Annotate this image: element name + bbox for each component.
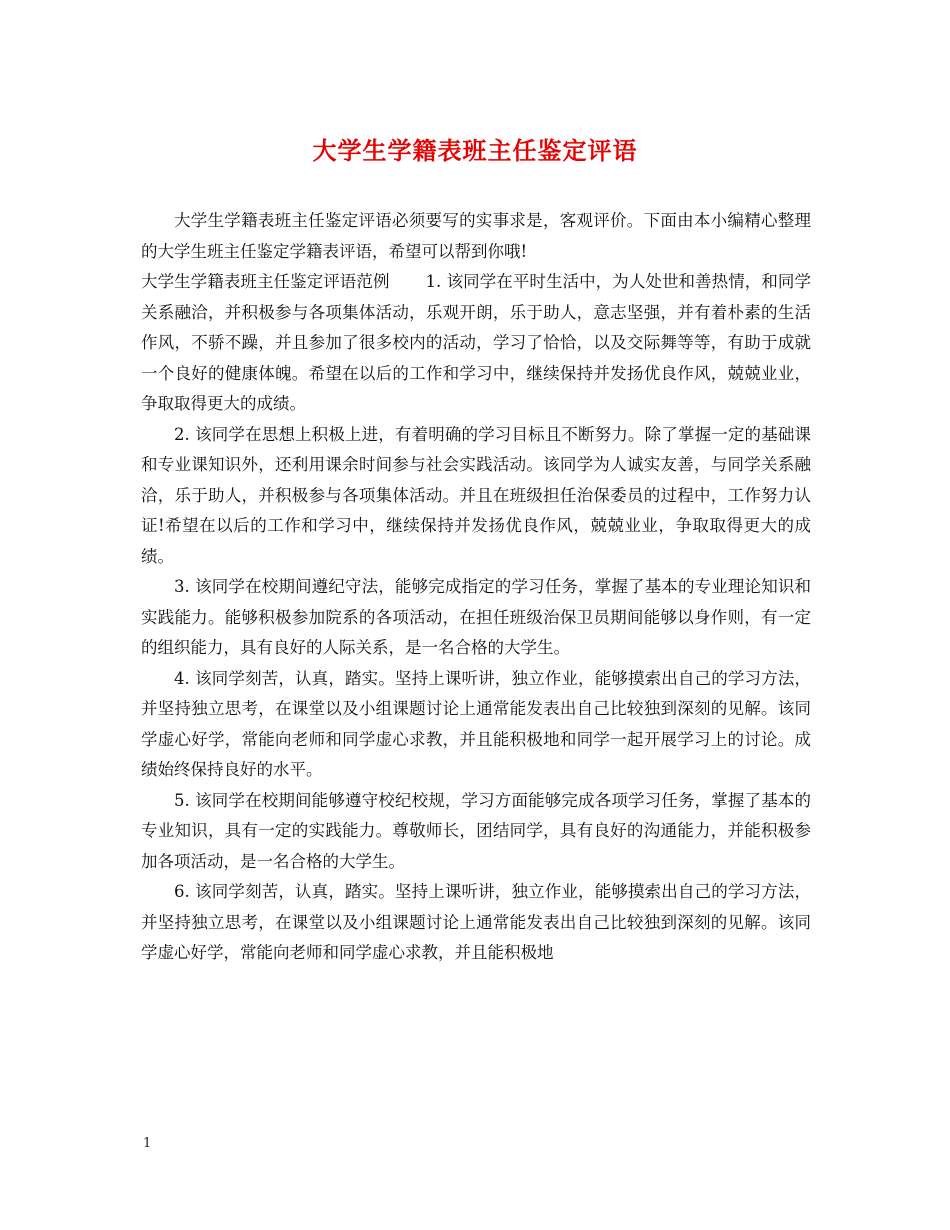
item-6: 6. 该同学刻苦，认真，踏实。坚持上课听讲，独立作业，能够摸索出自己的学习方法，并坚持独立思考，在课堂以及小组课题讨论上通常能发表出自己比较独到深刻的见解。该同学虚心好学，常能向老师和同学虚心求教，并且能积极地: [141, 882, 811, 962]
document-title: 大学生学籍表班主任鉴定评语: [312, 137, 638, 165]
example-heading: 大学生学籍表班主任鉴定评语范例: [141, 272, 390, 291]
intro-paragraph: 大学生学籍表班主任鉴定评语必须要写的实事求是，客观评价。下面由本小编精心整理的大学生班主任鉴定学籍表评语，希望可以帮到你哦!: [141, 211, 811, 261]
item-5: 5. 该同学在校期间能够遵守校纪校规，学习方面能够完成各项学习任务，掌握了基本的专业知识，具有一定的实践能力。尊敬师长，团结同学，具有良好的沟通能力，并能积极参加各项活动，是一名合格的大学生。: [141, 790, 811, 871]
item-2: 2. 该同学在思想上积极上进，有着明确的学习目标且不断努力。除了掌握一定的基础课和专业课知识外，还利用课余时间参与社会实践活动。该同学为人诚实友善，与同学关系融洽，乐于助人，并积极参与各项集体活动。并且在班级担任治保委员的过程中，工作努力认证!希望在以后的工作和学习中，继续保持并发扬优良作风，兢兢业业，争取取得更大的成绩。: [141, 424, 811, 566]
document-body: [141, 206, 811, 969]
example-paragraph: [141, 267, 811, 420]
item-4: 4. 该同学刻苦，认真，踏实。坚持上课听讲，独立作业，能够摸索出自己的学习方法，并坚持独立思考，在课堂以及小组课题讨论上通常能发表出自己比较独到深刻的见解。该同学虚心好学，常能向老师和同学虚心求教，并且能积极地和同学一起开展学习上的讨论。成绩始终保持良好的水平。: [141, 668, 811, 779]
item-3: 3. 该同学在校期间遵纪守法，能够完成指定的学习任务，掌握了基本的专业理论知识和实践能力。能够积极参加院系的各项活动，在担任班级治保卫员期间能够以身作则，有一定的组织能力，具有良好的人际关系，是一名合格的大学生。: [141, 577, 811, 657]
item-1: 1. 该同学在平时生活中，为人处世和善热情，和同学关系融洽，并积极参与各项集体活动，乐观开朗，乐于助人，意志坚强，并有着朴素的生活作风，不骄不躁，并且参加了很多校内的活动，学习了恰恰，以及交际舞等等，有助于成就一个良好的健康体魄。希望在以后的工作和学习中，继续保持并发扬优良作风，兢兢业业，争取取得更大的成绩。: [141, 272, 811, 413]
page-number: 1: [143, 1136, 152, 1151]
